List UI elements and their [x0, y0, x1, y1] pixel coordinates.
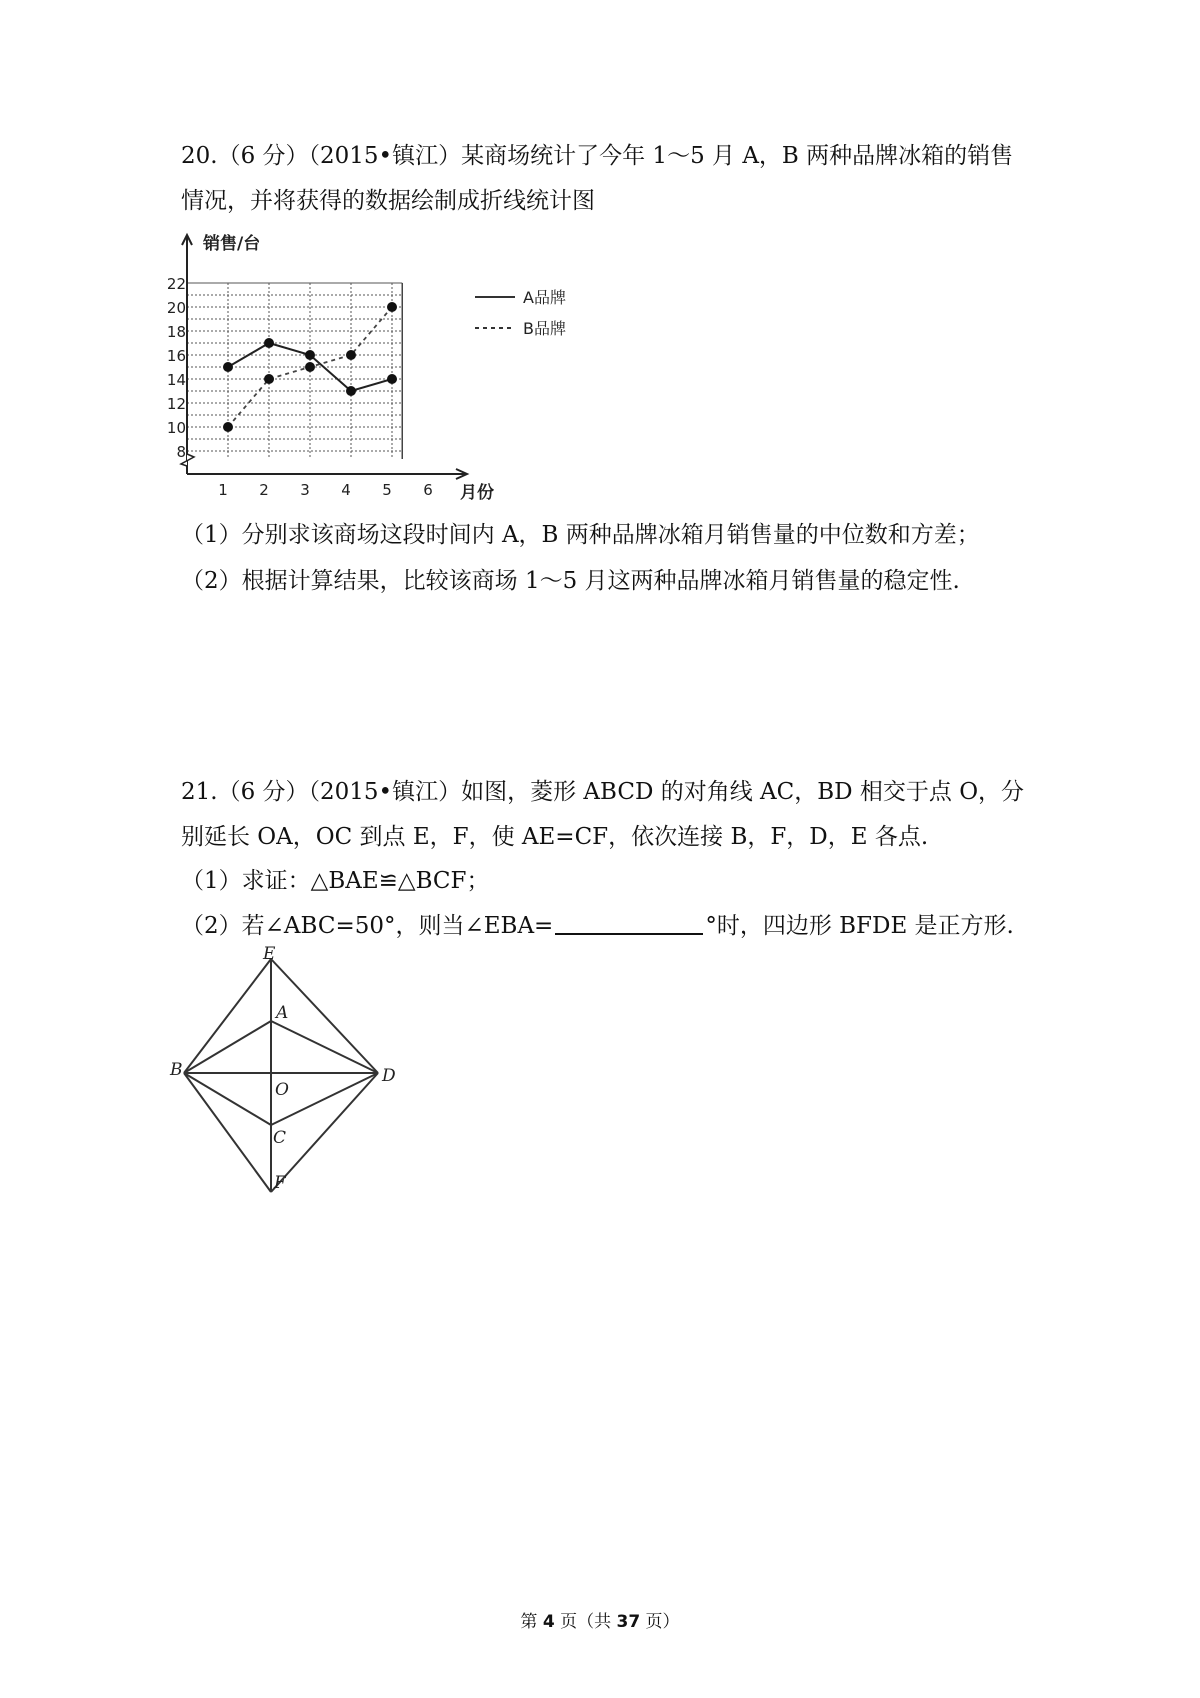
- label-O: O: [275, 1080, 289, 1100]
- q21-sub2-before: （2）若∠ABC=50°，则当∠EBA=: [181, 913, 554, 939]
- answer-blank[interactable]: [555, 911, 703, 935]
- legend-label: B品牌: [523, 319, 566, 338]
- footer-total-pages: 37: [616, 1612, 641, 1632]
- x-tick-label: 4: [341, 481, 351, 499]
- data-point-b: [223, 422, 233, 432]
- data-point-a: [305, 350, 315, 360]
- edge-BA: [184, 1021, 271, 1073]
- edge-BE: [184, 959, 271, 1073]
- y-tick-label: 8: [176, 443, 186, 461]
- label-B: B: [170, 1060, 183, 1080]
- footer-middle: 页（共: [554, 1612, 617, 1632]
- data-point-a: [346, 386, 356, 396]
- edge-AD: [271, 1021, 378, 1073]
- y-tick-label: 16: [166, 347, 186, 365]
- y-tick-label: 12: [166, 395, 186, 413]
- label-A: A: [276, 1003, 289, 1023]
- x-axis-title: 月份: [460, 483, 494, 503]
- data-point-a: [387, 374, 397, 384]
- q21-stem-line2: 别延长 OA，OC 到点 E，F，使 AE=CF，依次连接 B，F，D，E 各点.: [181, 824, 929, 850]
- q21-sub2-after: °时，四边形 BFDE 是正方形.: [705, 913, 1014, 939]
- footer-prefix: 第: [520, 1612, 543, 1632]
- y-tick-label: 14: [166, 371, 186, 389]
- y-tick-label: 22: [166, 275, 186, 293]
- q20-stem-line1: 20.（6 分）（2015•镇江）某商场统计了今年 1～5 月 A，B 两种品牌冰箱的销售: [181, 143, 1014, 169]
- q20-stem-line2: 情况，并将获得的数据绘制成折线统计图: [181, 188, 595, 214]
- rhombus-figure: [170, 940, 410, 1193]
- x-tick-label: 6: [423, 481, 433, 499]
- x-tick-label: 1: [218, 481, 228, 499]
- y-tick-label: 20: [166, 299, 186, 317]
- data-point-a: [264, 338, 274, 348]
- data-point-b: [264, 374, 274, 384]
- x-tick-label: 2: [259, 481, 269, 499]
- q20-sub1: （1）分别求该商场这段时间内 A，B 两种品牌冰箱月销售量的中位数和方差；: [181, 522, 980, 548]
- y-tick-label: 10: [166, 419, 186, 437]
- q21-sub2: [181, 911, 1014, 941]
- page-footer: [0, 1607, 1200, 1632]
- chart-axes: [167, 233, 494, 503]
- x-tick-label: 5: [382, 481, 392, 499]
- legend-label: A品牌: [523, 288, 566, 307]
- edge-FB: [184, 1073, 271, 1192]
- y-axis-title: 销售/台: [203, 234, 261, 254]
- sales-line-chart: [166, 228, 630, 513]
- y-tick-label: 18: [166, 323, 186, 341]
- data-point-a: [223, 362, 233, 372]
- edge-CB: [184, 1073, 271, 1125]
- label-D: D: [382, 1066, 396, 1086]
- label-F: F: [274, 1173, 286, 1193]
- label-E: E: [263, 944, 276, 964]
- label-C: C: [273, 1128, 287, 1148]
- q20-sub2: （2）根据计算结果，比较该商场 1～5 月这两种品牌冰箱月销售量的稳定性.: [181, 568, 960, 594]
- q21-sub1: （1）求证：△BAE≌△BCF；: [181, 868, 490, 894]
- chart-legend: [475, 288, 566, 338]
- data-point-b: [305, 362, 315, 372]
- q21-stem-line1: 21.（6 分）（2015•镇江）如图，菱形 ABCD 的对角线 AC，BD 相交于点 O，分: [181, 779, 1025, 805]
- footer-page-number: 4: [542, 1612, 555, 1632]
- x-tick-label: 3: [300, 481, 310, 499]
- data-point-b: [346, 350, 356, 360]
- footer-suffix: 页）: [640, 1612, 680, 1632]
- data-point-b: [387, 302, 397, 312]
